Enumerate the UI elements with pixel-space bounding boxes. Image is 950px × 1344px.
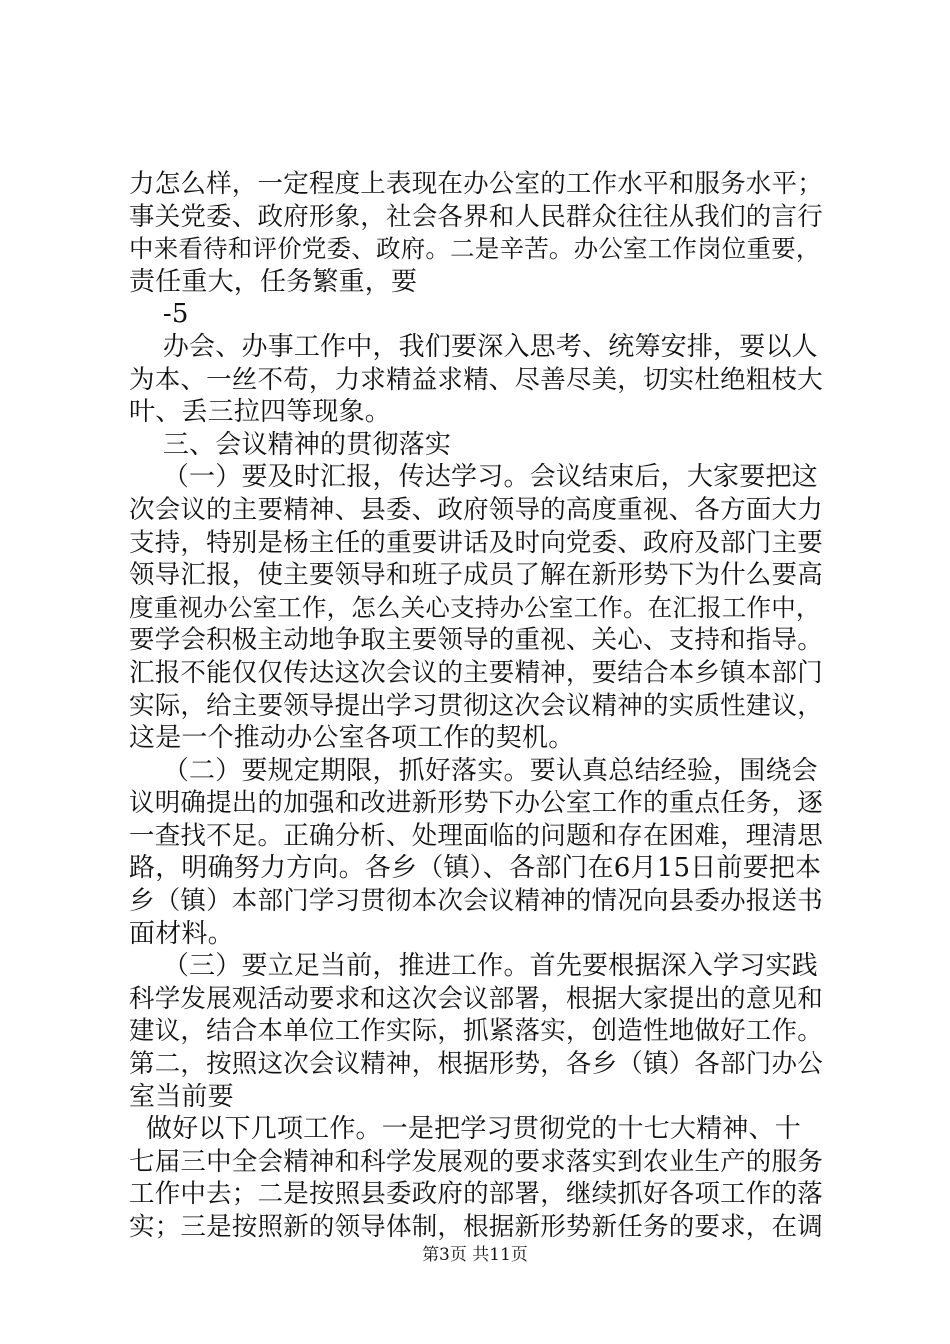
text-line: 建议，结合本单位工作实际，抓紧落实，创造性地做好工作。 — [129, 1016, 823, 1047]
text-line: 中来看待和评价党委、政府。二是辛苦。办公室工作岗位重要， — [129, 234, 821, 264]
text-line: 领导汇报，使主要领导和班子成员了解在新形势下为什么要高 — [129, 560, 823, 591]
text-line: 三、会议精神的贯彻落实 — [129, 429, 452, 460]
text-line: 七届三中全会精神和科学发展观的要求落实到农业生产的服务 — [129, 1146, 823, 1177]
text-line: 汇报不能仅仅传达这次会议的主要精神，要结合本乡镇本部门 — [129, 657, 823, 688]
text-line: 实；三是按照新的领导体制，根据新形势新任务的要求，在调 — [129, 1212, 823, 1242]
text-line: 议明确提出的加强和改进新形势下办公室工作的重点任务，逐 — [129, 788, 823, 819]
text-line: 一查找不足。正确分析、处理面临的问题和存在困难，理清思 — [129, 820, 823, 851]
text-line: 第二，按照这次会议精神，根据形势，各乡（镇）各部门办公 — [129, 1049, 823, 1080]
page-footer: 第3页 共11页 — [422, 1245, 528, 1265]
text-line: 事关党委、政府形象，社会各界和人民群众往往从我们的言行 — [129, 201, 823, 232]
text-line: 度重视办公室工作，怎么关心支持办公室工作。在汇报工作中， — [129, 592, 821, 622]
text-line: 这是一个推动办公室各项工作的契机。 — [129, 723, 575, 754]
text-line: 路，明确努力方向。各乡（镇）、各部门在6月15日前要把本 — [129, 853, 822, 884]
text-line: 科学发展观活动要求和这次会议部署，根据大家提出的意见和 — [129, 983, 823, 1014]
text-line: 为本、一丝不苟，力求精益求精、尽善尽美，切实杜绝粗枝大 — [129, 364, 823, 395]
text-line: （一）要及时汇报，传达学习。会议结束后，大家要把这 — [129, 462, 818, 493]
text-line: 叶、丢三拉四等现象。 — [129, 397, 392, 428]
text-line: -5 — [129, 299, 189, 330]
text-line: 要学会积极主动地争取主要领导的重视、关心、支持和指导。 — [129, 625, 823, 656]
text-line: 面材料。 — [129, 918, 234, 949]
text-line: （三）要立足当前，推进工作。首先要根据深入学习实践 — [129, 951, 818, 982]
text-line: （二）要规定期限，抓好落实。要认真总结经验，围绕会 — [129, 755, 818, 786]
text-line: 室当前要 — [129, 1081, 234, 1112]
text-line: 力怎么样，一定程度上表现在办公室的工作水平和服务水平； — [129, 169, 823, 199]
text-line: 乡（镇）本部门学习贯彻本次会议精神的情况向县委办报送书 — [129, 886, 823, 917]
text-line: 工作中去；二是按照县委政府的部署，继续抓好各项工作的落 — [129, 1179, 823, 1210]
document-body — [129, 168, 834, 1244]
text-line: 实际，给主要领导提出学习贯彻这次会议精神的实质性建议， — [129, 690, 823, 721]
text-line: 办会、办事工作中，我们要深入思考、统筹安排，要以人 — [129, 331, 818, 362]
text-line: 责任重大，任务繁重，要 — [129, 266, 418, 297]
text-line: 次会议的主要精神、县委、政府领导的高度重视、各方面大力 — [129, 494, 823, 525]
text-line: 支持，特别是杨主任的重要讲话及时向党委、政府及部门主要 — [129, 527, 823, 558]
text-line: 做好以下几项工作。一是把学习贯彻党的十七大精神、十 — [129, 1114, 801, 1145]
